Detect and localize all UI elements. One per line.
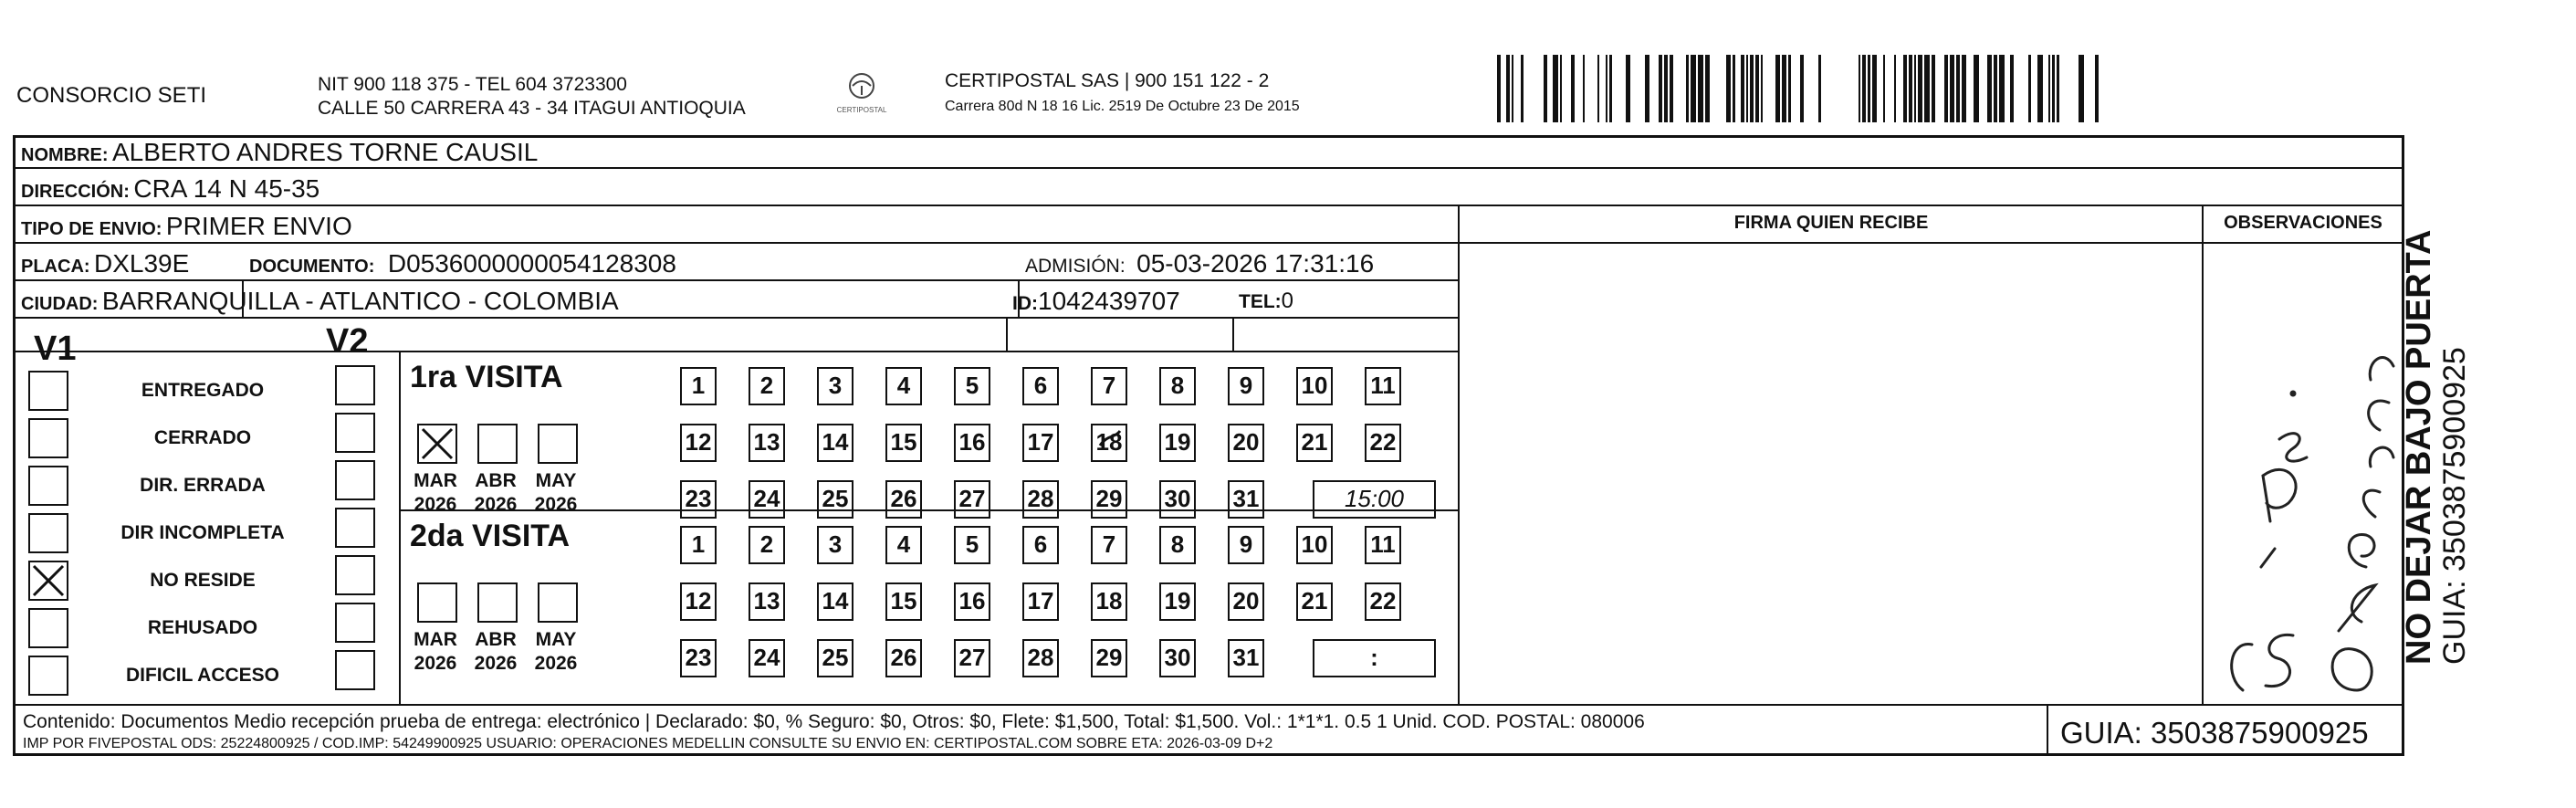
day-box[interactable]: 28 — [1022, 480, 1059, 519]
day-box[interactable]: 25 — [817, 480, 853, 519]
day-box[interactable]: 13 — [749, 582, 785, 621]
status-label: DIR INCOMPLETA — [120, 522, 285, 543]
direccion-value: CRA 14 N 45-35 — [133, 174, 320, 203]
day-box[interactable]: 1 — [680, 526, 717, 564]
day-box[interactable]: 9 — [1228, 367, 1264, 405]
day-box[interactable]: 23 — [680, 639, 717, 677]
day-box[interactable]: 17 — [1022, 424, 1059, 462]
logo-text: CERTIPOSTAL — [836, 106, 887, 114]
day-box[interactable]: 15 — [885, 424, 922, 462]
v1-checkbox[interactable] — [28, 371, 68, 411]
documento-value: D0536000000054128308 — [387, 249, 676, 278]
certipostal-logo — [832, 68, 891, 121]
carrier-line2: Carrera 80d N 18 16 Lic. 2519 De Octubre 23 De 2015 — [945, 99, 1300, 114]
day-box[interactable]: 17 — [1022, 582, 1059, 621]
v2-checkbox[interactable] — [335, 603, 375, 643]
month-label: ABR 2026 — [474, 629, 518, 674]
tel-value: 0 — [1281, 289, 1294, 313]
day-box[interactable]: 7 — [1091, 367, 1127, 405]
v2-checkbox[interactable] — [335, 650, 375, 690]
day-box[interactable]: 11 — [1365, 526, 1401, 564]
placa-value: DXL39E — [94, 249, 190, 278]
placa-field: PLACA: DXL39E — [21, 249, 190, 278]
day-box[interactable]: 6 — [1022, 367, 1059, 405]
footer-imp: IMP POR FIVEPOSTAL ODS: 25224800925 / COD.IMP: 54249900925 USUARIO: OPERACIONES MEDELLIN CONSULTE SU ENVIO EN: CERTIPOSTAL.COM SOBRE ETA: 2026-03-09 D+2 — [23, 736, 1273, 751]
month-checkbox[interactable] — [417, 424, 457, 464]
direccion-field: DIRECCIÓN: CRA 14 N 45-35 — [21, 174, 320, 203]
day-box[interactable]: 2 — [749, 526, 785, 564]
day-box[interactable]: 21 — [1296, 424, 1333, 462]
tipo-envio-field: TIPO DE ENVIO: PRIMER ENVIO — [21, 212, 352, 240]
day-box[interactable]: 14 — [817, 424, 853, 462]
day-box[interactable]: 24 — [749, 639, 785, 677]
v2-checkbox[interactable] — [335, 555, 375, 595]
v1-label: V1 — [34, 330, 77, 368]
nombre-field: NOMBRE: ALBERTO ANDRES TORNE CAUSIL — [21, 138, 539, 166]
day-box[interactable]: 19 — [1159, 582, 1196, 621]
id-field: ID:1042439707 — [1012, 287, 1180, 315]
status-label: DIR. ERRADA — [140, 475, 266, 496]
day-box[interactable]: 12 — [680, 582, 717, 621]
carrier-line1: CERTIPOSTAL SAS | 900 151 122 - 2 — [945, 70, 1270, 91]
day-box[interactable]: 22 — [1365, 424, 1401, 462]
day-box[interactable]: 22 — [1365, 582, 1401, 621]
visit-title: 1ra VISITA — [410, 360, 563, 394]
nit-line: NIT 900 118 375 - TEL 604 3723300 — [318, 74, 627, 95]
ciudad-value: BARRANQUILLA - ATLANTICO - COLOMBIA — [101, 287, 619, 315]
day-box[interactable]: 10 — [1296, 367, 1333, 405]
day-box[interactable]: 3 — [817, 367, 853, 405]
v2-checkbox[interactable] — [335, 508, 375, 548]
day-box[interactable]: 16 — [954, 424, 990, 462]
day-box[interactable]: 20 — [1228, 582, 1264, 621]
day-box[interactable]: 6 — [1022, 526, 1059, 564]
admision-value: 05-03-2026 17:31:16 — [1136, 249, 1375, 278]
v2-checkbox[interactable] — [335, 413, 375, 453]
day-box[interactable]: 15 — [885, 582, 922, 621]
status-label: REHUSADO — [147, 617, 258, 638]
v2-label: V2 — [326, 322, 369, 361]
day-box[interactable]: 31 — [1228, 639, 1264, 677]
day-box[interactable]: 13 — [749, 424, 785, 462]
observaciones-header: OBSERVACIONES — [2224, 213, 2382, 233]
day-box[interactable]: 20 — [1228, 424, 1264, 462]
day-box[interactable]: 21 — [1296, 582, 1333, 621]
documento-field: DOCUMENTO: D0536000000054128308 — [249, 249, 676, 278]
v2-checkbox[interactable] — [335, 365, 375, 405]
tel-field: TEL:0 — [1239, 289, 1294, 313]
v1-checkbox[interactable] — [28, 418, 68, 458]
day-box[interactable]: 18 — [1091, 582, 1127, 621]
v1-checkbox[interactable] — [28, 608, 68, 648]
day-box[interactable]: 24 — [749, 480, 785, 519]
month-checkbox[interactable] — [538, 424, 578, 464]
admision-field: ADMISIÓN: 05-03-2026 17:31:16 — [1025, 249, 1375, 278]
day-box[interactable]: 3 — [817, 526, 853, 564]
day-box[interactable]: 5 — [954, 367, 990, 405]
no-dejar-warning: NO DEJAR BAJO PUERTA — [2400, 229, 2438, 665]
day-box[interactable]: 11 — [1365, 367, 1401, 405]
month-label: MAR 2026 — [414, 629, 457, 674]
address-line: CALLE 50 CARRERA 43 - 34 ITAGUI ANTIOQUIA — [318, 98, 746, 119]
company-name: CONSORCIO SETI — [16, 83, 207, 108]
day-box[interactable]: 30 — [1159, 639, 1196, 677]
day-box[interactable]: 23 — [680, 480, 717, 519]
day-box[interactable]: 1 — [680, 367, 717, 405]
handwritten-observation — [2206, 330, 2398, 704]
visit-title: 2da VISITA — [410, 519, 571, 553]
day-box[interactable]: 26 — [885, 639, 922, 677]
id-value: 1042439707 — [1038, 287, 1180, 315]
day-box[interactable]: 30 — [1159, 480, 1196, 519]
month-checkbox[interactable] — [417, 582, 457, 623]
nombre-value: ALBERTO ANDRES TORNE CAUSIL — [112, 138, 539, 166]
month-label: MAY 2026 — [534, 629, 578, 674]
month-checkbox[interactable] — [477, 424, 518, 464]
barcode — [1497, 55, 2109, 122]
day-box[interactable]: 27 — [954, 480, 990, 519]
day-box[interactable]: 27 — [954, 639, 990, 677]
ciudad-field: CIUDAD: BARRANQUILLA - ATLANTICO - COLOMBIA — [21, 287, 619, 315]
time-box[interactable]: 15:00 — [1313, 480, 1436, 519]
day-box[interactable]: 26 — [885, 480, 922, 519]
day-box[interactable]: 2 — [749, 367, 785, 405]
v1-checkbox[interactable] — [28, 656, 68, 696]
day-box[interactable]: 7 — [1091, 526, 1127, 564]
v1-checkbox[interactable] — [28, 466, 68, 506]
status-label: ENTREGADO — [141, 380, 265, 401]
v2-checkbox[interactable] — [335, 460, 375, 500]
month-checkbox[interactable] — [477, 582, 518, 623]
status-label: DIFICIL ACCESO — [125, 665, 279, 686]
day-box[interactable]: 4 — [885, 526, 922, 564]
day-box[interactable]: 18 — [1091, 424, 1127, 462]
side-guia: GUIA: 3503875900925 — [2437, 347, 2472, 665]
status-label: CERRADO — [153, 427, 252, 448]
status-label: NO RESIDE — [150, 570, 256, 591]
month-label: MAR 2026 — [414, 470, 457, 515]
day-box[interactable]: 28 — [1022, 639, 1059, 677]
firma-header: FIRMA QUIEN RECIBE — [1733, 213, 1929, 233]
v1-checkbox[interactable] — [28, 513, 68, 553]
day-box[interactable]: 14 — [817, 582, 853, 621]
day-box[interactable]: 8 — [1159, 367, 1196, 405]
delivery-form — [13, 135, 2404, 756]
day-box[interactable]: 8 — [1159, 526, 1196, 564]
v1-checkbox[interactable] — [28, 561, 68, 601]
side-panel — [2401, 135, 2472, 665]
tipo-envio-value: PRIMER ENVIO — [165, 212, 352, 240]
month-label: MAY 2026 — [534, 470, 578, 515]
day-box[interactable]: 25 — [817, 639, 853, 677]
day-box[interactable]: 29 — [1091, 639, 1127, 677]
day-box[interactable]: 12 — [680, 424, 717, 462]
day-box[interactable]: 9 — [1228, 526, 1264, 564]
month-label: ABR 2026 — [474, 470, 518, 515]
day-box[interactable]: 31 — [1228, 480, 1264, 519]
footer-guia: GUIA: 3503875900925 — [2060, 716, 2369, 750]
day-box[interactable]: 4 — [885, 367, 922, 405]
day-box[interactable]: 5 — [954, 526, 990, 564]
month-checkbox[interactable] — [538, 582, 578, 623]
day-box[interactable]: 16 — [954, 582, 990, 621]
day-box[interactable]: 19 — [1159, 424, 1196, 462]
time-box[interactable]: : — [1313, 639, 1436, 677]
day-box[interactable]: 29 — [1091, 480, 1127, 519]
day-box[interactable]: 10 — [1296, 526, 1333, 564]
footer-contenido: Contenido: Documentos Medio recepción prueba de entrega: electrónico | Declarado: $0, % Seguro: $0, Otros: $0, Flete: $1,500, Total: $1,500. Vol.: 1*1*1. 0.5 1 Unid. COD. POSTAL: 080006 — [23, 711, 1645, 732]
